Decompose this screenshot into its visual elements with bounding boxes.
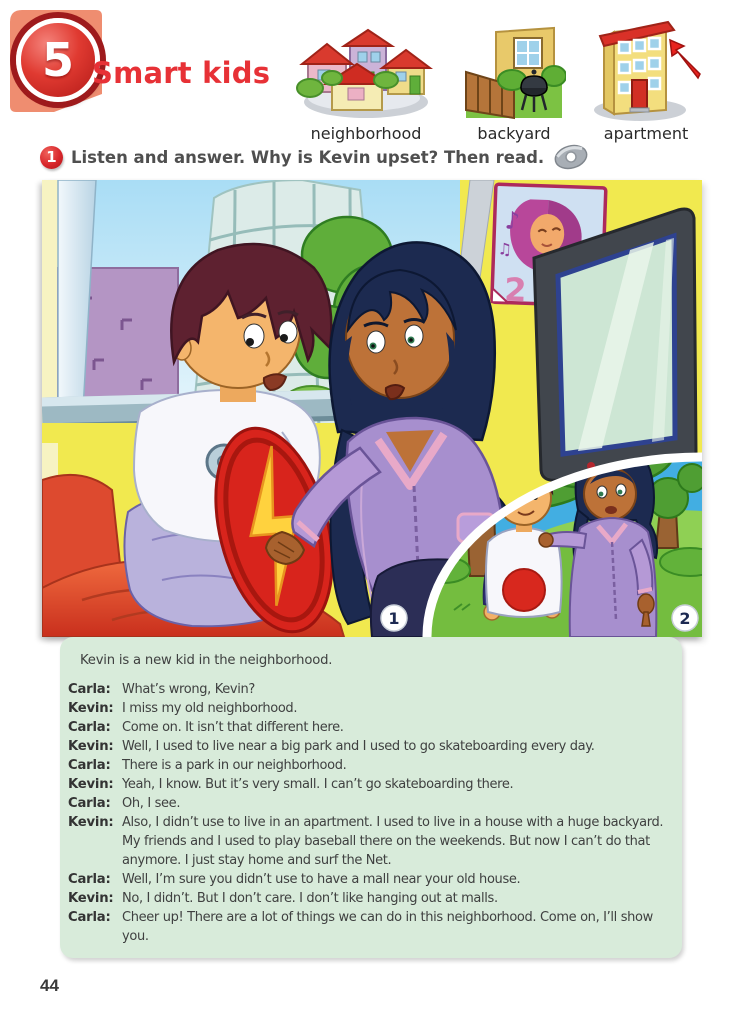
vocab-item-backyard [462, 26, 566, 143]
dialogue-speaker: Kevin: [68, 891, 114, 906]
neighborhood-houses-icon [292, 26, 440, 122]
dialogue-speaker: Carla: [68, 872, 111, 887]
dialogue-text: What’s wrong, Kevin? [122, 682, 255, 697]
dialogue-line [68, 680, 672, 699]
vocab-item-neighborhood [292, 26, 440, 143]
dialogue-line [68, 889, 672, 908]
dialogue-line [68, 908, 672, 946]
unit-title: Smart kids [92, 56, 271, 90]
dialogue-text: I miss my old neighborhood. [122, 701, 298, 716]
dialogue-speaker: Carla: [68, 758, 111, 773]
dialogue-line [68, 813, 672, 870]
page-number: 44 [40, 976, 59, 995]
svg-text:♫: ♫ [497, 239, 513, 259]
dialogue-speaker: Carla: [68, 720, 111, 735]
dialogue-text: Cheer up! There are a lot of things we can do in this neighborhood. Come on, I’ll show you. [122, 910, 653, 944]
dialogue-speaker: Carla: [68, 910, 111, 925]
dialogue-intro: Kevin is a new kid in the neighborhood. [80, 653, 333, 668]
vocab-item-apartment [588, 18, 704, 143]
dialogue-text: Oh, I see. [122, 796, 181, 811]
figure-badge-2 [672, 605, 698, 631]
vocab-label-backyard: backyard [477, 124, 551, 143]
dialogue-text: Well, I’m sure you didn’t use to have a mall near your old house. [122, 872, 521, 887]
exercise-1-header [40, 143, 590, 171]
computer-monitor [534, 209, 696, 480]
dialogue-text: Yeah, I know. But it’s very small. I can’t go skateboarding there. [122, 777, 514, 792]
vocab-label-neighborhood: neighborhood [310, 124, 422, 143]
vocab-label-apartment: apartment [603, 124, 689, 143]
exercise-number: 1 [46, 148, 57, 166]
svg-text:2: 2 [503, 270, 528, 310]
figure-number-1: 1 [388, 609, 400, 628]
story-picture-scene [42, 180, 702, 637]
cd-icon [552, 143, 590, 171]
figure-badge-1 [381, 605, 407, 631]
dialogue-speaker: Carla: [68, 796, 111, 811]
exercise-instruction: Listen and answer. Why is Kevin upset? Then read. [71, 147, 545, 167]
arrow-icon [670, 40, 700, 78]
dialogue-speaker: Kevin: [68, 777, 114, 792]
unit-number-badge [16, 18, 100, 102]
dialogue-speaker: Carla: [68, 682, 111, 697]
dialogue-speaker: Kevin: [68, 815, 114, 830]
unit-number: 5 [41, 33, 74, 87]
dialogue-text: No, I didn’t. But I don’t care. I don’t like hanging out at malls. [122, 891, 498, 906]
backyard-grill-icon [462, 26, 566, 122]
dialogue-line [68, 775, 672, 794]
figure-number-2: 2 [679, 609, 691, 628]
dialogue-speaker: Kevin: [68, 739, 114, 754]
dialogue-text: There is a park in our neighborhood. [122, 758, 347, 773]
dialogue-line [68, 718, 672, 737]
svg-text:♪: ♪ [504, 206, 521, 236]
apartment-building-icon [588, 18, 704, 122]
dialogue-text: Also, I didn’t use to live in an apartment. I used to live in a house with a huge backyard. My friends and I used to play baseball there on the weekends. But now I can’t do that anymore. I just stay home and surf the Net. [122, 815, 664, 868]
dialogue-text: Well, I used to live near a big park and I used to go skateboarding every day. [122, 739, 595, 754]
dialogue-line [68, 699, 672, 718]
dialogue-speaker: Kevin: [68, 701, 114, 716]
vocabulary-strip [292, 18, 704, 143]
dialogue-line [68, 870, 672, 889]
dialogue-line [68, 794, 672, 813]
dialogue-box [60, 637, 682, 958]
dialogue-line [68, 737, 672, 756]
dialogue-line [68, 756, 672, 775]
exercise-number-badge [40, 146, 63, 169]
story-picture [42, 180, 702, 637]
dialogue-text: Come on. It isn’t that different here. [122, 720, 344, 735]
